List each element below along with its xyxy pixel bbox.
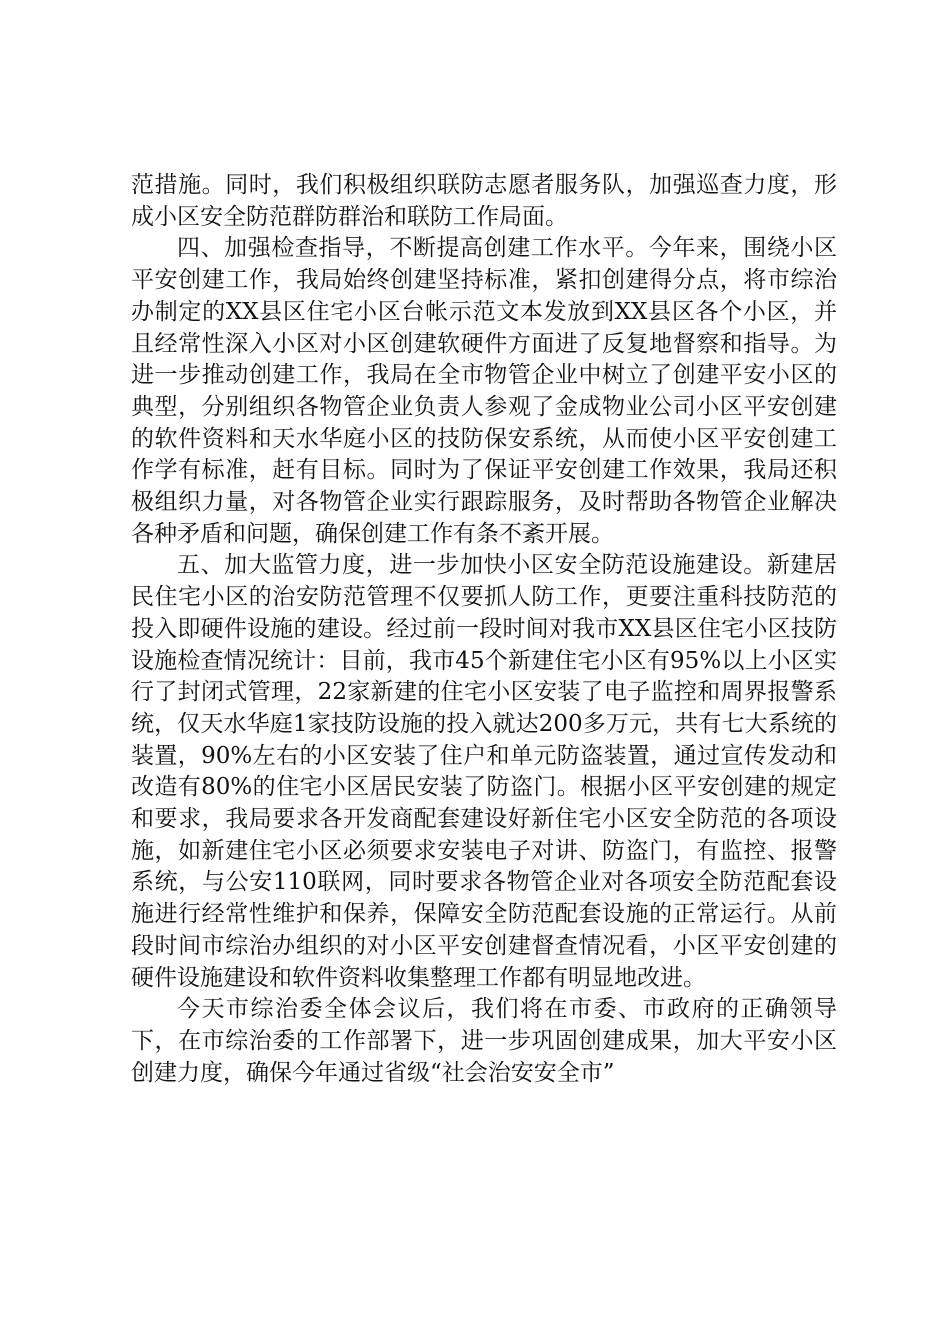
paragraph-section-five: 五、加大监管力度，进一步加快小区安全防范设施建设。新建居民住宅小区的治安防范管理不仅要抓人防工作，更要注重科技防范的投入即硬件设施的建设。经过前一段时间对我市XX县区住宅小区技防设施检查情况统计：目前，我市45个新建住宅小区有95%以上小区实行了封闭式管理，22家新建的住宅小区安装了电子监控和周界报警系统，仅天水华庭1家技防设施的投入就达200多万元，共有七大系统的装置，90%左右的小区安装了住户和单元防盗装置，通过宣传发动和改造有80%的住宅小区居民安装了防盗门。根据小区平安创建的规定和要求，我局要求各开发商配套建设好新住宅小区安全防范的各项设施，如新建住宅小区必须要求安装电子对讲、防盗门，有监控、报警系统，与公安110联网，同时要求各物管企业对各项安全防范配套设施进行经常性维护和保养，保障安全防范配套设施的正常运行。从前段时间市综治办组织的对小区平安创建督查情况看，小区平安创建的硬件设施建设和软件资料收集整理工作都有明显地改进。 (131, 552, 837, 991)
paragraph-section-four: 四、加强检查指导，不断提高创建工作水平。今年来，围绕小区平安创建工作，我局始终创建坚持标准，紧扣创建得分点，将市综治办制定的XX县区住宅小区台帐示范文本发放到XX县区各个小区，并且经常性深入小区对小区创建软硬件方面进了反复地督察和指导。为进一步推动创建工作，我局在全市物管企业中树立了创建平安小区的典型，分别组织各物管企业负责人参观了金成物业公司小区平安创建的软件资料和天水华庭小区的技防保安系统，从而使小区平安创建工作学有标准，赶有目标。同时为了保证平安创建工作效果，我局还积极组织力量，对各物管企业实行跟踪服务，及时帮助各物管企业解决各种矛盾和问题，确保创建工作有条不紊开展。 (131, 235, 837, 547)
paragraph-closing: 今天市综治委全体会议后，我们将在市委、市政府的正确领导下，在市综治委的工作部署下，进一步巩固创建成果，加大平安小区创建力度，确保今年通过省级“社会治安安全市” (131, 996, 837, 1086)
paragraph-continuation: 范措施。同时，我们积极组织联防志愿者服务队，加强巡查力度，形成小区安全防范群防群治和联防工作局面。 (131, 172, 837, 230)
body-text (131, 170, 837, 1089)
